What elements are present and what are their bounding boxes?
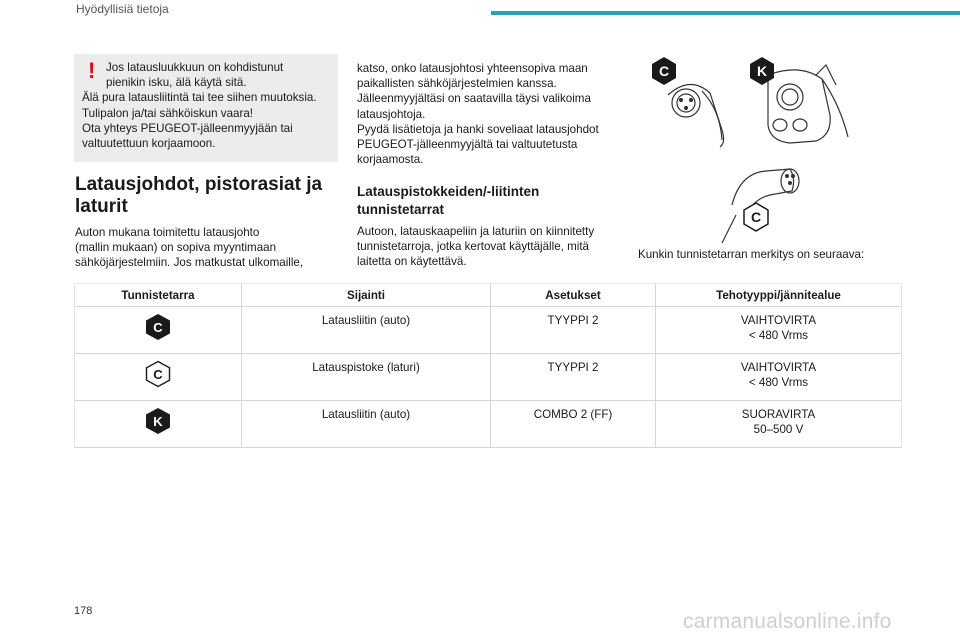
power-line: SUORAVIRTA xyxy=(741,408,816,421)
header-accent-bar xyxy=(491,11,960,15)
paragraph-line: Autoon, latauskaapeliin ja laturiin on kiinnitetty xyxy=(357,225,595,238)
paragraph-line: (mallin mukaan) on sopiva myyntimaan xyxy=(75,241,277,255)
power-cell xyxy=(656,307,902,354)
paragraph-line: PEUGEOT-jälleenmyyjältä tai valtuutetusta xyxy=(357,138,578,152)
warning-text xyxy=(82,60,330,151)
paragraph-line: latausjohtoja. xyxy=(357,107,426,121)
hex-label-k-filled-icon xyxy=(145,407,171,435)
label-k-vehicle xyxy=(750,57,774,85)
label-cell xyxy=(75,307,242,354)
illustration-caption: Kunkin tunnistetarran merkitys on seuraava: xyxy=(638,248,865,261)
power-line: 50–500 V xyxy=(753,423,804,437)
location-cell: Latausliitin (auto) xyxy=(242,401,491,448)
page-number: 178 xyxy=(74,605,93,617)
warning-box xyxy=(74,54,338,162)
exclamation-icon: ! xyxy=(88,58,96,83)
warning-line: Tulipalon ja/tai sähköiskun vaara! xyxy=(82,106,253,120)
power-line: < 480 Vrms xyxy=(748,376,809,390)
paragraph-line: katso, onko latausjohtosi yhteensopiva maan xyxy=(357,62,588,75)
column-header: Asetukset xyxy=(491,284,656,307)
label-c-text: C xyxy=(658,63,670,79)
label-c-vehicle xyxy=(652,57,676,85)
label-cell xyxy=(75,401,242,448)
watermark: carmanualsonline.info xyxy=(683,610,892,633)
power-cell xyxy=(656,401,902,448)
power-line: VAIHTOVIRTA xyxy=(740,314,817,327)
paragraph-line: tunnistetarroja, jotka kertovat käyttäjälle, mitä xyxy=(357,240,589,254)
column-header: Tehotyyppi/jännitealue xyxy=(656,284,902,307)
warning-line: Jos latausluukkuun on kohdistunut xyxy=(106,61,284,74)
hex-label-c-outline-icon xyxy=(145,360,171,388)
combo2-connector-icon xyxy=(768,65,848,143)
paragraph-line: korjaamosta. xyxy=(357,153,424,167)
label-c-charger xyxy=(744,203,768,231)
table-row xyxy=(75,354,902,401)
section-header: Hyödyllisiä tietoja xyxy=(76,2,169,16)
warning-line: valtuutettuun korjaamoon. xyxy=(82,137,216,151)
hex-label-c-filled-icon xyxy=(145,313,171,341)
cables-paragraph xyxy=(75,225,340,271)
warning-line: Älä pura latausliitintä tai tee siihen muutoksia. xyxy=(82,91,317,105)
table-row xyxy=(75,307,902,354)
paragraph-line: sähköjärjestelmiin. Jos matkustat ulkomaille, xyxy=(75,256,304,270)
table-row xyxy=(75,401,902,448)
warning-line: pienikin isku, älä käytä sitä. xyxy=(106,76,247,90)
column-header: Tunnistetarra xyxy=(75,284,242,307)
hex-label-text: K xyxy=(153,414,163,429)
section-heading-labels xyxy=(357,183,622,219)
setting-cell: TYYPPI 2 xyxy=(491,307,656,354)
paragraph-line: Pyydä lisätietoja ja hanki soveliaat latausjohdot xyxy=(357,122,599,136)
power-line: VAIHTOVIRTA xyxy=(740,361,817,374)
section-heading-cables: Latausjohdot, pistorasiat ja laturit xyxy=(75,174,323,217)
label-table xyxy=(74,283,902,448)
table-header-row xyxy=(75,284,902,307)
setting-cell: TYYPPI 2 xyxy=(491,354,656,401)
hex-label-text: C xyxy=(153,367,163,382)
power-cell xyxy=(656,354,902,401)
column-header: Sijainti xyxy=(242,284,491,307)
connector-illustration xyxy=(640,55,860,245)
location-cell: Latauspistoke (laturi) xyxy=(242,354,491,401)
paragraph-line: Auton mukana toimitettu latausjohto xyxy=(75,226,260,239)
label-k-text: K xyxy=(756,63,768,79)
paragraph-line: laitetta on käytettävä. xyxy=(357,255,467,269)
warning-line: Ota yhteys PEUGEOT-jälleenmyyjään tai xyxy=(82,121,293,135)
hex-label-text: C xyxy=(153,320,163,335)
cables-paragraph-continued xyxy=(357,61,622,167)
paragraph-line: paikallisten sähköjärjestelmien kanssa. xyxy=(357,77,557,91)
heading-line: Latauspistokkeiden/-liitinten xyxy=(357,184,540,199)
paragraph-line: Jälleenmyyjältäsi on saatavilla täysi valikoima xyxy=(357,92,591,106)
labels-paragraph xyxy=(357,224,622,270)
setting-cell: COMBO 2 (FF) xyxy=(491,401,656,448)
location-cell: Latausliitin (auto) xyxy=(242,307,491,354)
type2-connector-icon xyxy=(668,84,724,147)
power-line: < 480 Vrms xyxy=(748,329,809,343)
label-c-text: C xyxy=(750,209,762,225)
label-cell xyxy=(75,354,242,401)
heading-line: tunnistetarrat xyxy=(357,202,445,217)
